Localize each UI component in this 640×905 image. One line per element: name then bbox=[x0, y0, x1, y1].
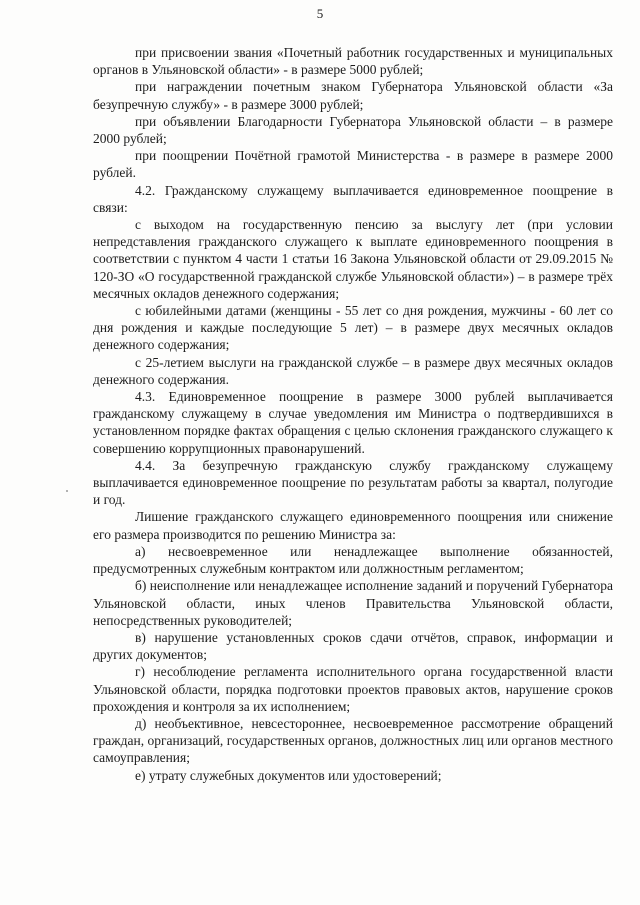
paragraph-honorary-title: при присвоении звания «Почетный работник государственных и муниципальных органов в Ульяновской области» - в размере 5000 рублей; bbox=[93, 45, 613, 78]
list-item-v: в) нарушение установленных сроков сдачи отчётов, справок, информации и других документов; bbox=[93, 629, 613, 663]
paragraph-section-4-2: 4.2. Гражданскому служащему выплачивается единовременное поощрение в связи: bbox=[93, 182, 613, 215]
scan-speck bbox=[66, 490, 68, 492]
paragraph-governor-badge: при награждении почетным знаком Губернатора Ульяновской области «За безупречную службу» - в размере 3000 рублей; bbox=[93, 79, 613, 112]
paragraph-deprivation: Лишение гражданского служащего единовременного поощрения или снижение его размера производится по решению Министра за: bbox=[93, 509, 613, 542]
page-number: 5 bbox=[316, 6, 324, 21]
list-item-a: а) несвоевременное или ненадлежащее выполнение обязанностей, предусмотренных служебным контрактом или должностным регламентом; bbox=[93, 543, 613, 577]
paragraph-section-4-3: 4.3. Единовременное поощрение в размере 3000 рублей выплачивается гражданскому служащему в случае уведомления им Министра о подтвердившихся в установленном порядке фактах обращения с целью склонения гражданского служащего к совершению коррупционных правонарушений. bbox=[93, 389, 613, 456]
paragraph-ministry-diploma: при поощрении Почётной грамотой Министерства - в размере в размере 2000 рублей. bbox=[93, 148, 613, 181]
paragraph-section-4-4: 4.4. За безупречную гражданскую службу гражданскому служащему выплачивается единовременное поощрение по результатам работы за квартал, полугодие и год. bbox=[93, 457, 613, 508]
list-item-g: г) несоблюдение регламента исполнительного органа государственной власти Ульяновской области, порядка подготовки проектов правовых актов, нарушение сроков прохождения и контроля за их исполнением; bbox=[93, 664, 613, 714]
paragraph-jubilee: с юбилейными датами (женщины - 55 лет со дня рождения, мужчины - 60 лет со дня рождения и каждые последующие 5 лет) – в размере двух месячных окладов денежного содержания; bbox=[93, 303, 613, 353]
list-item-d: д) необъективное, невсестороннее, несвоевременное рассмотрение обращений граждан, организаций, государственных органов, должностных лиц или органов местного самоуправления; bbox=[93, 715, 613, 766]
list-item-b: б) неисполнение или ненадлежащее исполнение заданий и поручений Губернатора Ульяновской области, иных членов Правительства Ульяновской области, непосредственных руководителей; bbox=[93, 578, 613, 628]
paragraph-25-years: с 25-летием выслуги на гражданской службе – в размере двух месячных окладов денежного содержания. bbox=[93, 354, 613, 387]
document-body bbox=[93, 44, 613, 784]
paragraph-governor-gratitude: при объявлении Благодарности Губернатора Ульяновской области – в размере 2000 рублей; bbox=[93, 113, 613, 147]
paragraph-pension: с выходом на государственную пенсию за выслугу лет (при условии непредставления гражданского служащего к выплате единовременного поощрения в соответствии с пунктом 4 части 1 статьи 16 Закона Ульяновской области от 29.09.2015 № 120-ЗО «О государственной гражданской службе Ульяновской области») – в размере трёх месячных окладов денежного содержания; bbox=[93, 217, 613, 301]
list-item-e: е) утрату служебных документов или удостоверений; bbox=[135, 767, 442, 783]
